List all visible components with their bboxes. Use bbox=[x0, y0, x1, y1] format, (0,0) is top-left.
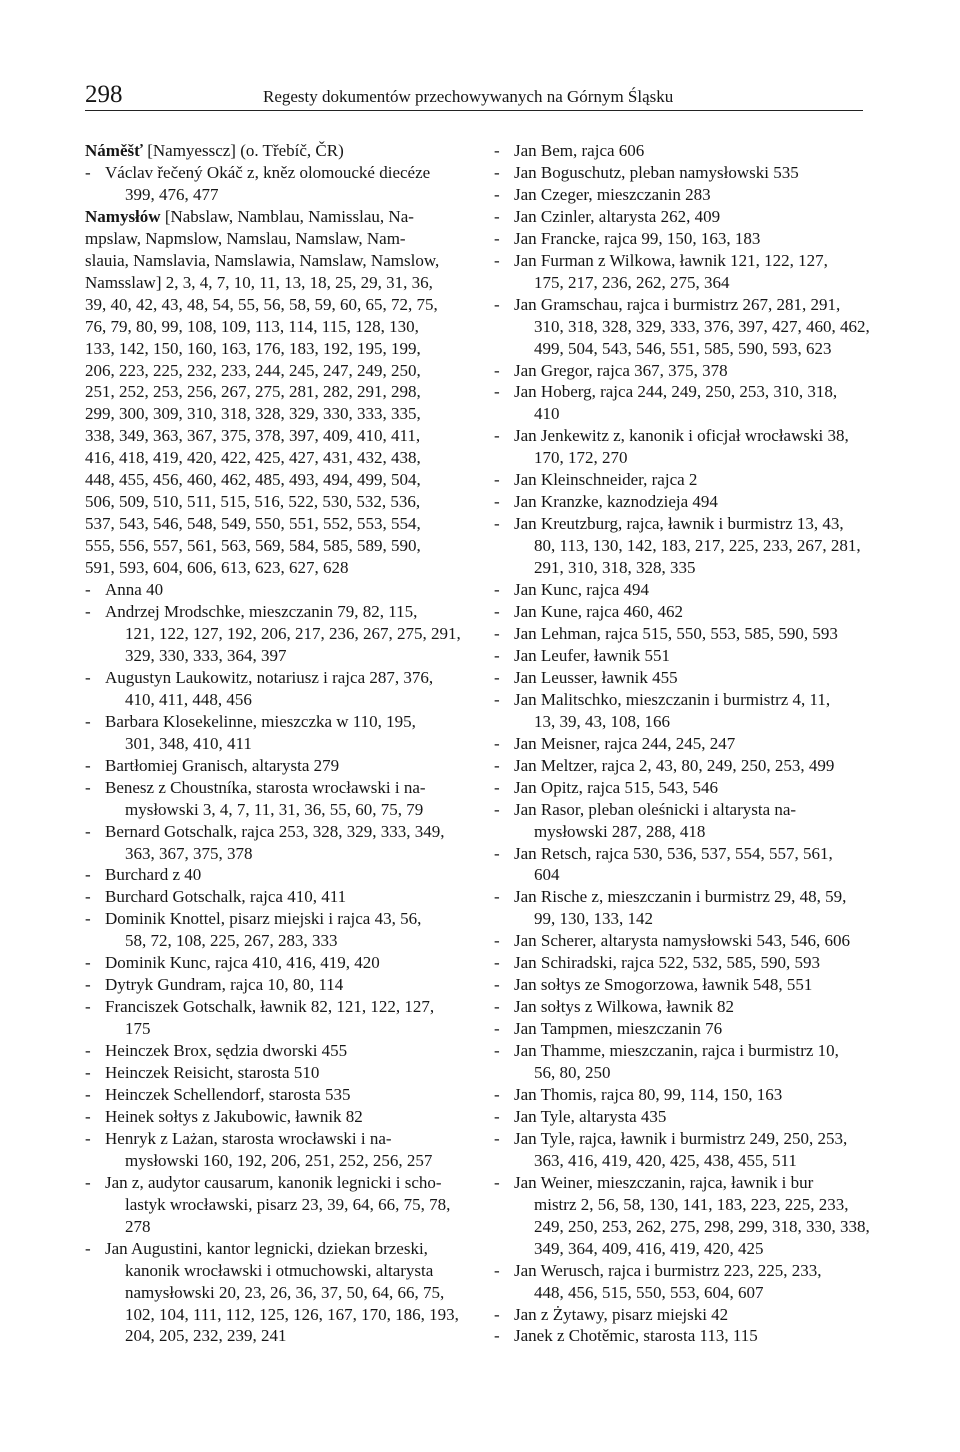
dash-marker: - bbox=[494, 1260, 500, 1280]
subentry-item bbox=[494, 1260, 884, 1304]
subentry-item bbox=[85, 974, 471, 996]
subentry-item bbox=[494, 733, 884, 755]
dash-marker: - bbox=[494, 1172, 500, 1192]
entry-line: Heinek sołtys z Jakubowic, ławnik 82 bbox=[105, 1106, 363, 1126]
subentry-item bbox=[494, 645, 884, 667]
entry-head: Náměšť bbox=[85, 141, 143, 160]
entry-line: mysłowski 3, 4, 7, 11, 31, 36, 55, 60, 75, 79 bbox=[125, 799, 424, 819]
dash-marker: - bbox=[85, 1238, 91, 1258]
dash-marker: - bbox=[494, 1041, 500, 1061]
dash-marker: - bbox=[85, 580, 91, 600]
entry-line: Jan Schiradski, rajca 522, 532, 585, 590, 593 bbox=[514, 953, 820, 973]
entry-line: Jan Augustini, kantor legnicki, dziekan brzeski, bbox=[105, 1238, 428, 1258]
subentry-item bbox=[494, 1040, 884, 1084]
subentry-item bbox=[85, 755, 471, 777]
entry-line: 99, 130, 133, 142 bbox=[534, 909, 653, 929]
entry-line: 363, 416, 419, 420, 425, 438, 455, 511 bbox=[534, 1150, 797, 1170]
left-subentries bbox=[85, 579, 471, 1347]
dash-marker: - bbox=[494, 514, 500, 534]
subentry-item bbox=[85, 1040, 471, 1062]
entry-line: Jan Opitz, rajca 515, 543, 546 bbox=[514, 777, 718, 797]
dash-marker: - bbox=[85, 821, 91, 841]
entry-line: 310, 318, 328, 329, 333, 376, 397, 427, 460, 462, bbox=[534, 316, 870, 336]
subentry-item bbox=[494, 162, 884, 184]
entry-line: Jan Kranzke, kaznodzieja 494 bbox=[514, 492, 718, 512]
entry-line: Henryk z Lażan, starosta wrocławski i na- bbox=[105, 1128, 392, 1148]
subentry-item bbox=[494, 381, 884, 425]
entry-line: Barbara Klosekelinne, mieszczka w 110, 195, bbox=[105, 711, 416, 731]
entry-line: Burchard Gotschalk, rajca 410, 411 bbox=[105, 887, 347, 907]
dash-marker: - bbox=[494, 755, 500, 775]
entry-line: 299, 300, 309, 310, 318, 328, 329, 330, 333, 335, bbox=[85, 404, 421, 424]
dash-marker: - bbox=[494, 1019, 500, 1039]
subentry-item bbox=[85, 908, 471, 952]
entry-line: Jan Rasor, pleban oleśnicki i altarysta na- bbox=[514, 799, 797, 819]
entry-line: 175 bbox=[125, 1019, 151, 1039]
entry-line: mysłowski 287, 288, 418 bbox=[534, 821, 706, 841]
subentry-item bbox=[494, 228, 884, 250]
dash-marker: - bbox=[494, 250, 500, 270]
entry-line: 555, 556, 557, 561, 563, 569, 584, 585, 589, 590, bbox=[85, 536, 421, 556]
dash-marker: - bbox=[494, 1304, 500, 1324]
entry-namyslow bbox=[85, 206, 471, 579]
entry-line: 410 bbox=[534, 404, 560, 424]
entry-line: 278 bbox=[125, 1216, 151, 1236]
subentry-item bbox=[85, 864, 471, 886]
entry-line: Jan Rische z, mieszczanin i burmistrz 29, 48, 59, bbox=[514, 887, 847, 907]
entry-line: Heinczek Reisicht, starosta 510 bbox=[105, 1063, 320, 1083]
entry-line: Dytryk Gundram, rajca 10, 80, 114 bbox=[105, 975, 344, 995]
entry-line: Namsslaw] 2, 3, 4, 7, 10, 11, 13, 18, 25, 29, 31, 36, bbox=[85, 272, 433, 292]
dash-marker: - bbox=[494, 184, 500, 204]
dash-marker: - bbox=[494, 382, 500, 402]
entry-line: 206, 223, 225, 232, 233, 244, 245, 247, 249, 250, bbox=[85, 360, 421, 380]
subentry-item bbox=[494, 689, 884, 733]
dash-marker: - bbox=[85, 887, 91, 907]
entry-line: Jan Boguschutz, pleban namysłowski 535 bbox=[514, 162, 799, 182]
dash-marker: - bbox=[85, 1106, 91, 1126]
subentry-item bbox=[85, 996, 471, 1040]
subentry-item bbox=[494, 360, 884, 382]
entry-line: Jan sołtys ze Smogorzowa, ławnik 548, 551 bbox=[514, 975, 813, 995]
entry-line: Anna 40 bbox=[105, 580, 164, 600]
subentry-item bbox=[85, 952, 471, 974]
entry-line: Jan Malitschko, mieszczanin i burmistrz 4, 11, bbox=[514, 689, 831, 709]
subentry-item bbox=[494, 952, 884, 974]
subentry-item bbox=[494, 250, 884, 294]
entry-line: 291, 310, 318, 328, 335 bbox=[534, 558, 696, 578]
dash-marker: - bbox=[494, 623, 500, 643]
subentry-item bbox=[494, 1018, 884, 1040]
entry-line: Heinczek Schellendorf, starosta 535 bbox=[105, 1084, 351, 1104]
entry-line: Jan Bem, rajca 606 bbox=[514, 141, 645, 160]
entry-line: Franciszek Gotschalk, ławnik 82, 121, 122, 127, bbox=[105, 997, 435, 1017]
entry-line: Jan Jenkewitz z, kanonik i oficjał wrocławski 38, bbox=[514, 426, 849, 446]
entry-line: 448, 456, 515, 550, 553, 604, 607 bbox=[534, 1282, 764, 1302]
entry-line: 349, 364, 409, 416, 419, 420, 425 bbox=[534, 1238, 764, 1258]
subentry-item bbox=[494, 206, 884, 228]
entry-line: 329, 330, 333, 364, 397 bbox=[125, 645, 287, 665]
subentry-item bbox=[85, 1238, 471, 1348]
entry-line: lastyk wrocławski, pisarz 23, 39, 64, 66, 75, 78, bbox=[125, 1194, 451, 1214]
dash-marker: - bbox=[494, 1326, 500, 1346]
dash-marker: - bbox=[494, 887, 500, 907]
subentry-item bbox=[85, 162, 471, 206]
subentry-item bbox=[494, 1084, 884, 1106]
subentry-item bbox=[494, 777, 884, 799]
subentry-item bbox=[494, 184, 884, 206]
entry-line: kanonik wrocławski i otmuchowski, altarysta bbox=[125, 1260, 434, 1280]
entry-line: Jan z, audytor causarum, kanonik legnicki i scho- bbox=[105, 1172, 442, 1192]
entry-line: Jan Hoberg, rajca 244, 249, 250, 253, 310, 318, bbox=[514, 382, 838, 402]
subentry-item bbox=[494, 294, 884, 360]
dash-marker: - bbox=[494, 294, 500, 314]
subentry-item bbox=[85, 1062, 471, 1084]
dash-marker: - bbox=[85, 1128, 91, 1148]
entry-line: Heinczek Brox, sędzia dworski 455 bbox=[105, 1041, 348, 1061]
entry-line: 410, 411, 448, 456 bbox=[125, 689, 252, 709]
dash-marker: - bbox=[494, 777, 500, 797]
dash-marker: - bbox=[494, 492, 500, 512]
entry-line: 39, 40, 42, 43, 48, 54, 55, 56, 58, 59, 60, 65, 72, 75, bbox=[85, 294, 438, 314]
dash-marker: - bbox=[85, 162, 91, 182]
dash-marker: - bbox=[494, 580, 500, 600]
subentry-item bbox=[494, 425, 884, 469]
subentry-item bbox=[494, 623, 884, 645]
right-column bbox=[494, 140, 884, 1347]
dash-marker: - bbox=[494, 953, 500, 973]
running-title: Regesty dokumentów przechowywanych na Górnym Śląsku bbox=[263, 87, 674, 106]
entry-line: 204, 205, 232, 239, 241 bbox=[125, 1326, 287, 1346]
entry-line: 499, 504, 543, 546, 551, 585, 590, 593, 623 bbox=[534, 338, 832, 358]
dash-marker: - bbox=[494, 931, 500, 951]
entry-line: Jan Leufer, ławnik 551 bbox=[514, 645, 671, 665]
entry-line: 76, 79, 80, 99, 108, 109, 113, 114, 115, 128, 130, bbox=[85, 316, 419, 336]
entry-line: 416, 418, 419, 420, 422, 425, 427, 431, 432, 438, bbox=[85, 448, 421, 468]
entry-line: Jan Weiner, mieszczanin, rajca, ławnik i bur bbox=[514, 1172, 814, 1192]
entry-line: 175, 217, 236, 262, 275, 364 bbox=[534, 272, 730, 292]
subentry-item bbox=[494, 755, 884, 777]
subentry-item bbox=[85, 667, 471, 711]
entry-line: Jan Leusser, ławnik 455 bbox=[514, 667, 678, 687]
dash-marker: - bbox=[85, 711, 91, 731]
dash-marker: - bbox=[85, 1084, 91, 1104]
entry-line: mistrz 2, 56, 58, 130, 141, 183, 223, 225, 233, bbox=[534, 1194, 849, 1214]
dash-marker: - bbox=[494, 799, 500, 819]
dash-marker: - bbox=[494, 228, 500, 248]
entry-line: Burchard z 40 bbox=[105, 865, 202, 885]
dash-marker: - bbox=[494, 689, 500, 709]
entry-line: Bernard Gotschalk, rajca 253, 328, 329, 333, 349, bbox=[105, 821, 445, 841]
dash-marker: - bbox=[494, 843, 500, 863]
entry-line: Jan Meisner, rajca 244, 245, 247 bbox=[514, 733, 736, 753]
entry-line: Bartłomiej Granisch, altarysta 279 bbox=[105, 755, 340, 775]
entry-line: Jan Werusch, rajca i burmistrz 223, 225, 233, bbox=[514, 1260, 822, 1280]
entry-line: Václav řečený Okáč z, kněz olomoucké diecéze bbox=[105, 162, 431, 182]
dash-marker: - bbox=[494, 733, 500, 753]
entry-line: Jan Thomis, rajca 80, 99, 114, 150, 163 bbox=[514, 1084, 783, 1104]
entry-line: 448, 455, 456, 460, 462, 485, 493, 494, 499, 504, bbox=[85, 470, 421, 490]
subentry-item bbox=[494, 1325, 884, 1347]
entry-line: 121, 122, 127, 192, 206, 217, 236, 267, 275, 291, bbox=[125, 623, 461, 643]
page-number: 298 bbox=[85, 81, 123, 108]
entry-line: Jan Scherer, altarysta namysłowski 543, 546, 606 bbox=[514, 931, 850, 951]
entry-line: Jan Tampmen, mieszczanin 76 bbox=[514, 1019, 723, 1039]
header-rule bbox=[85, 110, 863, 111]
dash-marker: - bbox=[494, 975, 500, 995]
subentry-item bbox=[494, 843, 884, 887]
entry-line: mpslaw, Napmslow, Namslau, Namslaw, Nam- bbox=[85, 228, 406, 248]
dash-marker: - bbox=[494, 645, 500, 665]
subentry-item bbox=[85, 601, 471, 667]
entry-line: Jan z Żytawy, pisarz miejski 42 bbox=[514, 1304, 729, 1324]
subentry-item bbox=[494, 799, 884, 843]
entry-text: [Namyesscz] (o. Třebíč, ČR) bbox=[147, 141, 344, 160]
entry-line: Dominik Knottel, pisarz miejski i rajca 43, 56, bbox=[105, 909, 422, 929]
entry-line: namysłowski 20, 23, 26, 36, 37, 50, 64, 66, 75, bbox=[125, 1282, 445, 1302]
subentry-item bbox=[85, 1106, 471, 1128]
subentry-item bbox=[494, 886, 884, 930]
entry-line: Janek z Chotěmic, starosta 113, 115 bbox=[514, 1326, 758, 1346]
entry-line: Jan Furman z Wilkowa, ławnik 121, 122, 127, bbox=[514, 250, 828, 270]
subentry-item bbox=[494, 974, 884, 996]
entry-line: 363, 367, 375, 378 bbox=[125, 843, 253, 863]
entry-line: Jan Czeger, mieszczanin 283 bbox=[514, 184, 711, 204]
dash-marker: - bbox=[494, 1106, 500, 1126]
entry-line: 58, 72, 108, 225, 267, 283, 333 bbox=[125, 931, 338, 951]
dash-marker: - bbox=[85, 909, 91, 929]
subentry-item bbox=[494, 513, 884, 579]
entry-line: 338, 349, 363, 367, 375, 378, 397, 409, 410, 411, bbox=[85, 426, 421, 446]
subentry-item bbox=[494, 996, 884, 1018]
subentry-item bbox=[494, 1106, 884, 1128]
dash-marker: - bbox=[494, 141, 500, 160]
dash-marker: - bbox=[494, 426, 500, 446]
dash-marker: - bbox=[494, 1084, 500, 1104]
dash-marker: - bbox=[85, 1172, 91, 1192]
subentry-item bbox=[494, 579, 884, 601]
entry-line: Jan Kleinschneider, rajca 2 bbox=[514, 470, 698, 490]
entry-text: [Nabslaw, Namblau, Namisslau, Na- bbox=[164, 206, 414, 226]
page-header bbox=[85, 80, 863, 112]
entry-line: 604 bbox=[534, 865, 560, 885]
subentry-item bbox=[85, 711, 471, 755]
subentry-item bbox=[85, 1084, 471, 1106]
entry-line: Jan Czinler, altarysta 262, 409 bbox=[514, 206, 721, 226]
entry-line: Jan Retsch, rajca 530, 536, 537, 554, 557, 561, bbox=[514, 843, 833, 863]
entry-line: slauia, Namslavia, Namslawia, Namslaw, Namslow, bbox=[85, 250, 440, 270]
subentry-item bbox=[494, 1172, 884, 1260]
entry-line: Benesz z Choustníka, starosta wrocławski i na- bbox=[105, 777, 426, 797]
entry-line: Jan Lehman, rajca 515, 550, 553, 585, 590, 593 bbox=[514, 623, 838, 643]
entry-line: Jan Tyle, rajca, ławnik i burmistrz 249, 250, 253, bbox=[514, 1128, 848, 1148]
entry-line: 13, 39, 43, 108, 166 bbox=[534, 711, 670, 731]
subentry-item bbox=[85, 777, 471, 821]
dash-marker: - bbox=[85, 777, 91, 797]
subentry-item bbox=[85, 886, 471, 908]
dash-marker: - bbox=[85, 667, 91, 687]
subentry-item bbox=[494, 140, 884, 162]
entry-head: Namysłów bbox=[85, 206, 161, 226]
dash-marker: - bbox=[85, 975, 91, 995]
subentry-item bbox=[494, 930, 884, 952]
entry-line: 399, 476, 477 bbox=[125, 184, 219, 204]
entry-line: 537, 543, 546, 548, 549, 550, 551, 552, 553, 554, bbox=[85, 514, 421, 534]
dash-marker: - bbox=[85, 1063, 91, 1083]
dash-marker: - bbox=[494, 667, 500, 687]
left-column bbox=[85, 140, 471, 1347]
dash-marker: - bbox=[85, 865, 91, 885]
entry-line: 133, 142, 150, 160, 163, 176, 183, 192, 195, 199, bbox=[85, 338, 421, 358]
dash-marker: - bbox=[85, 602, 91, 622]
entry-line: Jan Gramschau, rajca i burmistrz 267, 281, 291, bbox=[514, 294, 841, 314]
dash-marker: - bbox=[494, 162, 500, 182]
subentry-item bbox=[494, 469, 884, 491]
entry-line: 170, 172, 270 bbox=[534, 448, 628, 468]
entry-line: 56, 80, 250 bbox=[534, 1063, 611, 1083]
entry-namest bbox=[85, 140, 471, 162]
entry-line: Jan Tyle, altarysta 435 bbox=[514, 1106, 667, 1126]
dash-marker: - bbox=[494, 206, 500, 226]
entry-line: Jan Kreutzburg, rajca, ławnik i burmistrz 13, 43, bbox=[514, 514, 844, 534]
dash-marker: - bbox=[494, 360, 500, 380]
entry-line: Jan Kune, rajca 460, 462 bbox=[514, 602, 684, 622]
entry-line: 249, 250, 253, 262, 275, 298, 299, 318, 330, 338, bbox=[534, 1216, 870, 1236]
entry-line: Dominik Kunc, rajca 410, 416, 419, 420 bbox=[105, 953, 380, 973]
entry-line: 506, 509, 510, 511, 515, 516, 522, 530, 532, 536, bbox=[85, 492, 421, 512]
entry-line: Jan Kunc, rajca 494 bbox=[514, 580, 650, 600]
subentry-item bbox=[494, 491, 884, 513]
dash-marker: - bbox=[85, 755, 91, 775]
entry-line: Jan Gregor, rajca 367, 375, 378 bbox=[514, 360, 728, 380]
dash-marker: - bbox=[85, 997, 91, 1017]
entry-line: Jan sołtys z Wilkowa, ławnik 82 bbox=[514, 997, 734, 1017]
right-subentries bbox=[494, 140, 884, 1347]
dash-marker: - bbox=[494, 470, 500, 490]
entry-line: Jan Thamme, mieszczanin, rajca i burmistrz 10, bbox=[514, 1041, 839, 1061]
entry-line: Jan Meltzer, rajca 2, 43, 80, 249, 250, 253, 499 bbox=[514, 755, 835, 775]
entry-line: mysłowski 160, 192, 206, 251, 252, 256, 257 bbox=[125, 1150, 433, 1170]
entry-line: 102, 104, 111, 112, 125, 126, 167, 170, 186, 193, bbox=[125, 1304, 459, 1324]
subentry-item bbox=[85, 579, 471, 601]
subentry-item bbox=[85, 1172, 471, 1238]
dash-marker: - bbox=[85, 953, 91, 973]
subentry-item bbox=[85, 821, 471, 865]
subentry-item bbox=[494, 667, 884, 689]
entry-line: Andrzej Mrodschke, mieszczanin 79, 82, 115, bbox=[105, 602, 418, 622]
subentry-item bbox=[85, 1128, 471, 1172]
dash-marker: - bbox=[85, 1041, 91, 1061]
entry-line: 251, 252, 253, 256, 267, 275, 281, 282, 291, 298, bbox=[85, 382, 421, 402]
subentry-item bbox=[494, 601, 884, 623]
entry-line: Augustyn Laukowitz, notariusz i rajca 287, 376, bbox=[105, 667, 434, 687]
dash-marker: - bbox=[494, 602, 500, 622]
entry-line: 591, 593, 604, 606, 613, 623, 627, 628 bbox=[85, 558, 349, 578]
entry-line: 301, 348, 410, 411 bbox=[125, 733, 252, 753]
subentry-item bbox=[494, 1128, 884, 1172]
entry-line: Jan Francke, rajca 99, 150, 163, 183 bbox=[514, 228, 761, 248]
dash-marker: - bbox=[494, 1128, 500, 1148]
subentry-item bbox=[494, 1304, 884, 1326]
dash-marker: - bbox=[494, 997, 500, 1017]
entry-line: 80, 113, 130, 142, 183, 217, 225, 233, 267, 281, bbox=[534, 536, 861, 556]
